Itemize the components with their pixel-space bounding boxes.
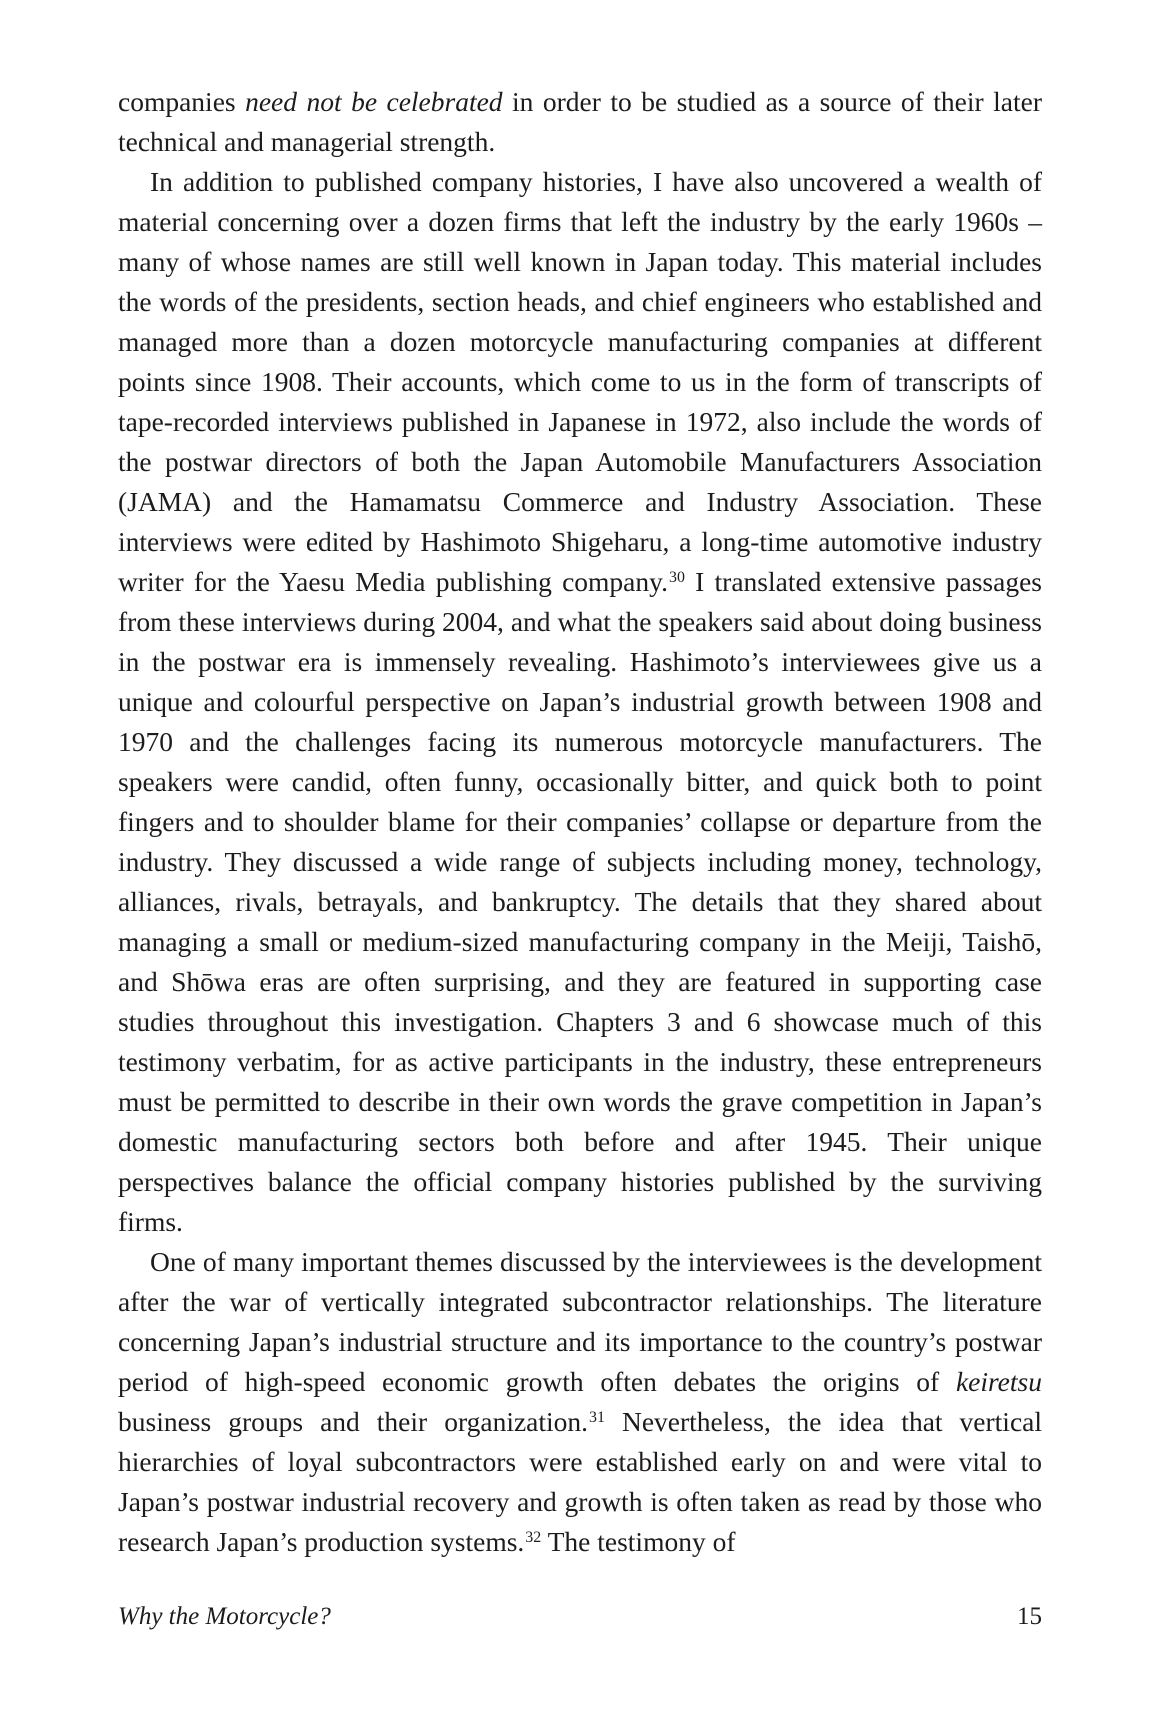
body-text-run: I translated extensive passages from these interviews during 2004, and what the speakers said about doing business in the postwar era is immensely revealing. Hashimoto’s interviewees give us a unique and colourful perspective on Japan’s industrial growth between 1908 and 1970 and the challenges facing its numerous motorcycle manufacturers. The speakers were candid, often funny, occasionally bitter, and quick both to point fingers and to shoulder blame for their companies’ collapse or departure from the industry. They discussed a wide range of subjects including money, technology, alliances, rivals, betrayals, and bankruptcy. The details that they shared about managing a small or medium-sized manufacturing company in the Meiji, Taishō, and Shōwa eras are often surprising, and they are featured in supporting case studies throughout this investigation. Chapters 3 and 6 showcase much of this testimony verbatim, for as active participants in the industry, these entrepreneurs must be permitted to describe in their own words the grave competition in Japan’s domestic manufacturing sectors both before and after 1945. Their unique perspectives balance the official company histories published by the surviving firms. — [118, 566, 1042, 1237]
body-text-run: business groups and their organization. — [118, 1406, 589, 1437]
body-text-run: Nevertheless, the idea that vertical hierarchies of loyal subcontractors were established early on and were vital to Japan’s postwar industrial recovery and growth is often taken as read by those who research Japan’s production systems. — [118, 1406, 1042, 1557]
body-text-run: One of many important themes discussed by the interviewees is the development after the war of vertically integrated subcontractor relationships. The literature concerning Japan’s industrial structure and its importance to the country’s postwar period of high-speed economic growth often debates the origins of — [118, 1246, 1042, 1397]
footnote-ref-30: 30 — [668, 569, 685, 587]
body-text-run: companies — [118, 86, 246, 117]
italic-phrase: keiretsu — [955, 1366, 1042, 1397]
page-footer — [118, 1601, 1042, 1633]
paragraph-continuation — [118, 82, 1042, 162]
running-title: Why the Motorcycle? — [118, 1603, 331, 1630]
body-text-run: in order to be studied as a source of their later technical and managerial strength. — [118, 86, 1042, 157]
footnote-ref-31: 31 — [589, 1409, 605, 1427]
body-text — [118, 82, 1042, 1562]
footnote-ref-32: 32 — [525, 1529, 542, 1547]
paragraph — [118, 1242, 1042, 1562]
page-number: 15 — [1017, 1603, 1042, 1630]
italic-phrase: need not be celebrated — [245, 86, 503, 117]
body-text-run: In addition to published company histories, I have also uncovered a wealth of material concerning over a dozen firms that left the industry by the early 1960s – many of whose names are still well known in Japan today. This material includes the words of the presidents, section heads, and chief engineers who established and managed more than a dozen motorcycle manufacturing companies at different points since 1908. Their accounts, which come to us in the form of transcripts of tape-recorded interviews published in Japanese in 1972, also include the words of the postwar directors of both the Japan Automobile Manufacturers Association (JAMA) and the Hamamatsu Commerce and Industry Association. These interviews were edited by Hashimoto Shigeharu, a long-time automotive industry writer for the Yaesu Media publishing company. — [118, 166, 1042, 597]
paragraph — [118, 162, 1042, 1242]
body-text-run: The testimony of — [541, 1526, 736, 1557]
